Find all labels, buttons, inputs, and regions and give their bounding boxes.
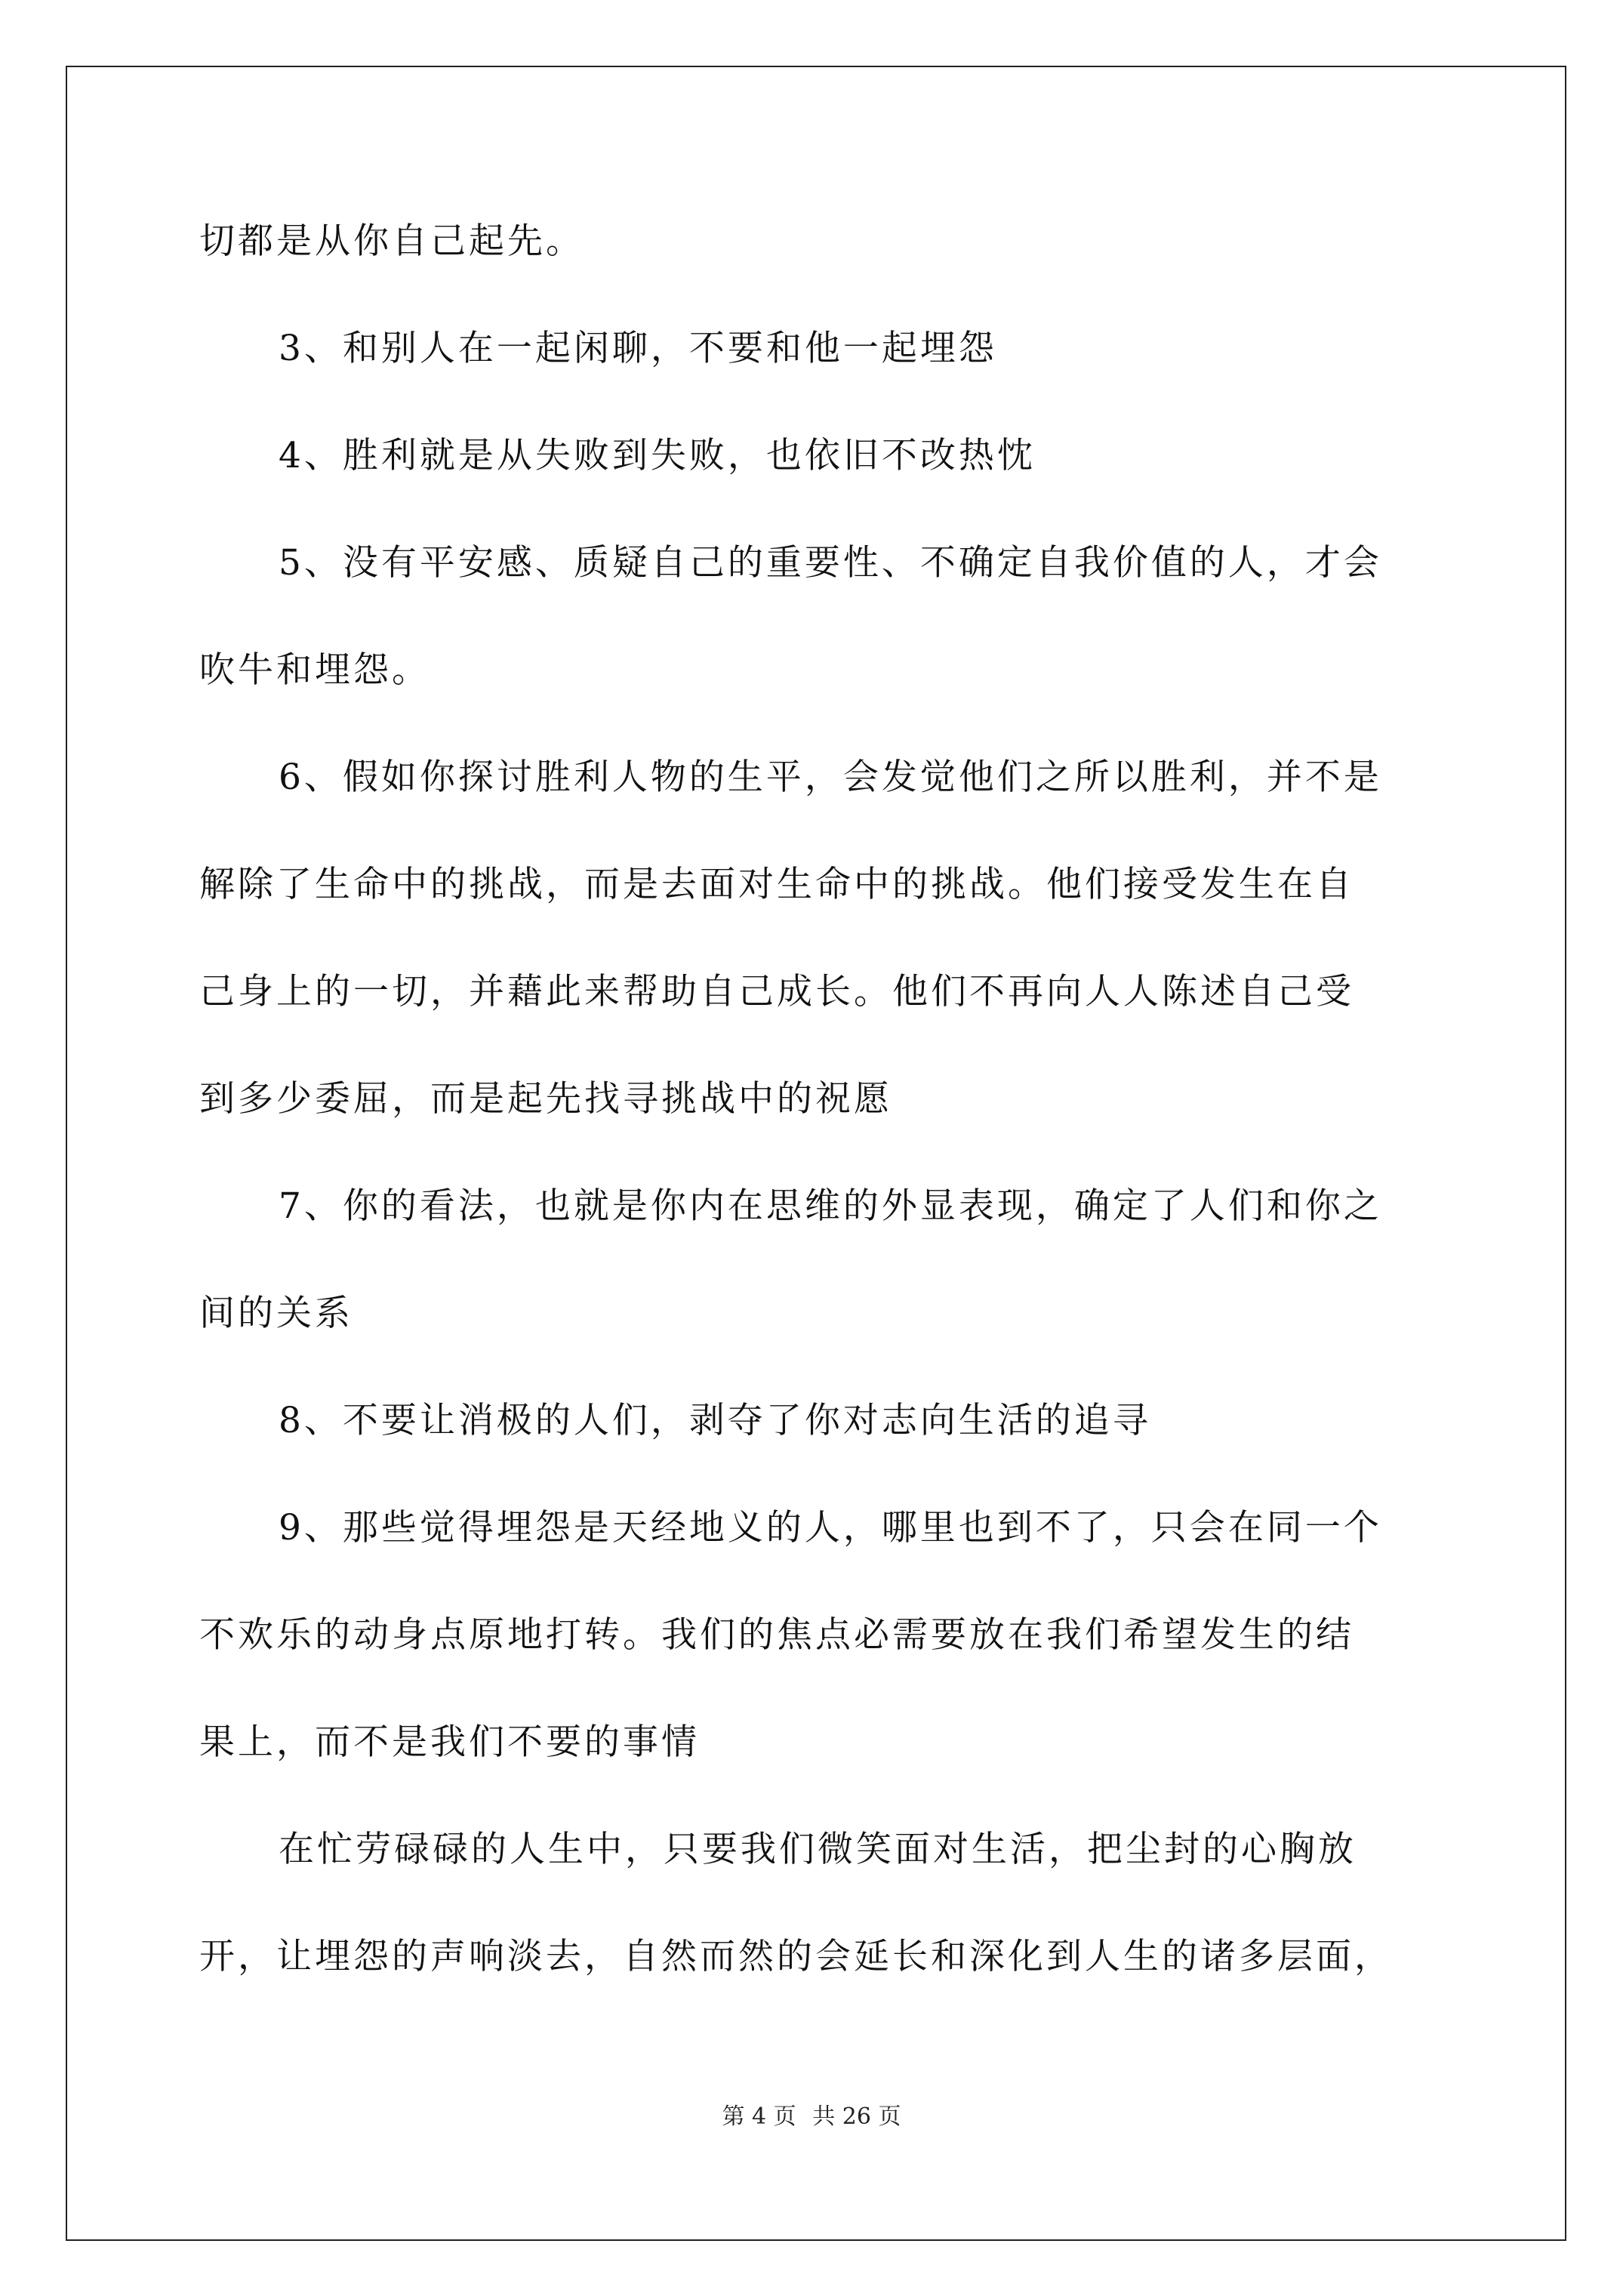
text-line: 果上，而不是我们不要的事情 [199, 1721, 700, 1763]
text-line: 间的关系 [199, 1293, 353, 1334]
text-line: 7、你的看法，也就是你内在思维的外显表现，确定了人们和你之 [279, 1185, 1382, 1227]
text-line: 5、没有平安感、质疑自己的重要性、不确定自我价值的人，才会 [279, 542, 1382, 584]
text-line: 4、胜利就是从失败到失败，也依旧不改热忱 [279, 435, 1036, 476]
text-line: 6、假如你探讨胜利人物的生平，会发觉他们之所以胜利，并不是 [279, 757, 1382, 798]
text-line: 己身上的一切，并藉此来帮助自己成长。他们不再向人人陈述自己受 [199, 971, 1354, 1012]
text-line: 3、和别人在一起闲聊，不要和他一起埋怨 [279, 328, 997, 369]
text-line: 在忙劳碌碌的人生中，只要我们微笑面对生活，把尘封的心胸放 [279, 1829, 1357, 1870]
page-total: 共 26 页 [812, 2103, 901, 2130]
text-line: 9、那些觉得埋怨是天经地义的人，哪里也到不了，只会在同一个 [279, 1507, 1382, 1549]
page-footer [0, 2102, 1623, 2132]
text-line: 8、不要让消极的人们，剥夺了你对志向生活的追寻 [279, 1400, 1151, 1441]
text-line: 吹牛和埋怨。 [199, 649, 430, 691]
text-line: 解除了生命中的挑战，而是去面对生命中的挑战。他们接受发生在自 [199, 864, 1354, 905]
text-line: 切都是从你自己起先。 [199, 220, 584, 262]
text-line: 不欢乐的动身点原地打转。我们的焦点必需要放在我们希望发生的结 [199, 1614, 1354, 1656]
text-line: 开，让埋怨的声响淡去，自然而然的会延长和深化到人生的诸多层面， [199, 1936, 1393, 1977]
text-line: 到多少委屈，而是起先找寻挑战中的祝愿 [199, 1078, 892, 1120]
page-number: 第 4 页 [722, 2103, 796, 2130]
page-border [66, 66, 1566, 2241]
